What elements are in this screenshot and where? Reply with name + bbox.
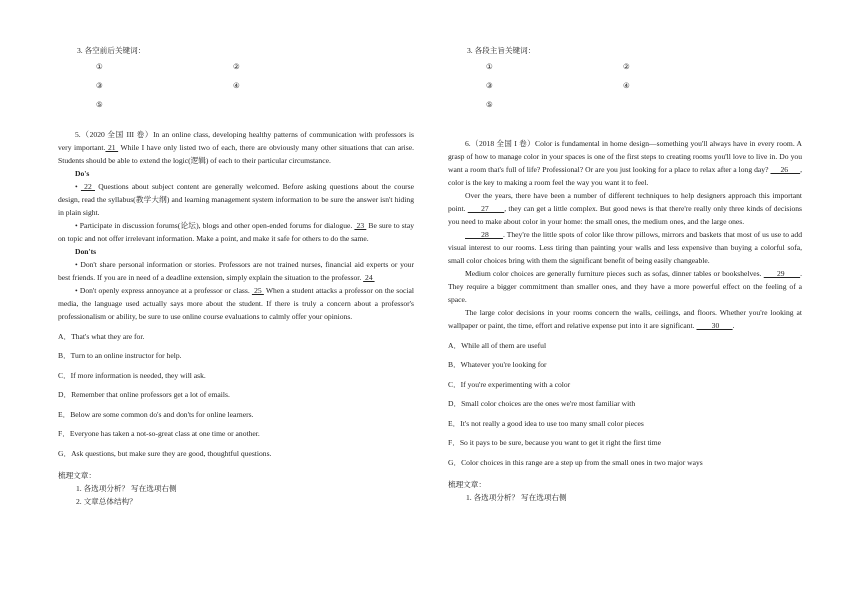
keywords-header: 3. 各段主旨关键词： [467,46,536,55]
option-f: F．Everyone has taken a not-so-great class at one time or another. [58,429,260,438]
option-g: G．Color choices in this range are a step up from the small ones in two major ways [448,457,703,467]
option-e: E．It's not really a good idea to use too many small color pieces [448,418,644,428]
slot-3: ③ [96,81,103,90]
donts-item-2: • Don't openly express annoyance at a professor or class. 25 When a student attacks a professor on the social media, the language used actually says more about the student. If there is truly a concern about a professor's professionalism or ability, be sure to use online course evaluations to calmly offer your opinions. [58,286,414,321]
blank-25[interactable]: 25 [251,286,264,295]
donts-item-1: • Don't share personal information or stories. Professors are not trained nurses, financial aid experts or your best friends. If you are in need of a deadline extension, simply explain the situation to the professor. 24 [58,260,414,282]
blank-24[interactable]: 24 [363,273,375,282]
option-b: B．Turn to an online instructor for help. [58,351,182,360]
summary-item-1: 1. 各选项分析？ 写在选项右侧 [466,492,567,502]
slot-4: ④ [623,81,630,90]
right-column [448,40,802,504]
q6-paragraph-1: 6.（2018 全国 I 卷）Color is fundamental in home design—something you'll always have in every room. A grasp of how to manage color in your spaces is one of the first steps to creating rooms you'll love to live in. Do you want a room that's full of life? Professional? Or are you just looking for a place to relax after a long day? 26 , color is the key to making a room feel the way you want it to feel. [448,139,802,187]
donts-heading: Don'ts [75,247,97,256]
dos-heading: Do's [75,169,90,178]
option-d: D．Small color choices are the ones we're most familiar with [448,399,636,408]
dos-item-2: • Participate in discussion forums(论坛), blogs and other open-ended forums for dialogue. 23 Be sure to stay on topic and not offer irrelevant information. Make a point, and make it safe for others to do the same. [58,221,415,243]
option-c: C．If you're experimenting with a color [448,379,571,389]
blank-22[interactable]: 22 [80,182,95,191]
q6-paragraph-2: Over the years, there have been a number of different techniques to help designers approach this important point. 27 , they can get a little complex. But good news is that there're really only three kinds of decisions you need to make about color in your home: the small ones, the medium ones, and the large ones. [448,191,803,226]
summary-item-1: 1. 各选项分析？ 写在选项右侧 [76,483,177,493]
blank-28[interactable]: 28 [465,230,503,239]
slot-4: ④ [233,81,240,90]
slot-2: ② [233,62,240,71]
summary-title: 梳理文章： [58,470,96,480]
option-b: B．Whatever you're looking for [448,360,547,369]
blank-26[interactable]: 26 [770,165,801,174]
blank-27[interactable]: 27 [467,204,505,213]
option-d: D．Remember that online professors get a lot of emails. [58,390,230,399]
option-a: A．That's what they are for. [58,331,145,341]
q6-paragraph-5: The large color decisions in your rooms concern the walls, ceilings, and floors. Whether you're looking at wallpaper or paint, the time, effort and relative expense put into it are significant. 30 . [448,308,802,330]
q5-intro: 5.（2020 全国 III 卷）In an online class, developing healthy patterns of communication with professors is very important. 21 While I have only listed two of each, there are obviously many other situations that can arise. Students should be able to extend the logic(逻辑) of each to their particular circumstance. [58,130,414,165]
option-a: A．While all of them are useful [448,340,547,350]
option-g: G．Ask questions, but make sure they are good, thoughtful questions. [58,448,272,458]
option-c: C．If more information is needed, they will ask. [58,370,206,380]
slot-3: ③ [486,81,493,90]
keyword-slots [486,57,802,114]
blank-23[interactable]: 23 [354,221,367,230]
blank-29[interactable]: 29 [763,269,801,278]
dos-item-1: • 22 Questions about subject content are generally welcomed. Before asking questions about the course design, read the syllabus(教学大纲) and learning management system information to be sure the answer isn't hiding in plain sight. [58,182,414,217]
option-f: F．So it pays to be sure, because you want to get it right the first time [448,438,662,447]
slot-5: ⑤ [96,100,103,109]
blank-30[interactable]: 30 [696,321,733,330]
slot-1: ① [96,62,103,71]
left-column [58,40,414,508]
slot-2: ② [623,62,630,71]
keyword-slots [96,57,414,114]
q6-paragraph-3: 28 . They're the little spots of color like throw pillows, mirrors and baskets that most of us use to add visual interest to our rooms. Less tiring than painting your walls and less expensive than buying a colorful sofa, small color choices bring with them the significant benefit of being easily changeable. [448,230,802,265]
slot-5: ⑤ [486,100,493,109]
q6-paragraph-4: Medium color choices are generally furniture pieces such as sofas, dinner tables or bookshelves. 29 . They require a bigger commitment than smaller ones, and they have a more powerful effect on the feeling of a space. [448,269,802,304]
summary-title: 梳理文章： [448,479,486,489]
option-e: E．Below are some common do's and don'ts for online learners. [58,409,254,419]
summary-item-2: 2. 文章总体结构？ [76,496,137,506]
keywords-header: 3. 各空前后关键词： [77,46,146,55]
slot-1: ① [486,62,493,71]
blank-21[interactable]: 21 [105,143,119,152]
